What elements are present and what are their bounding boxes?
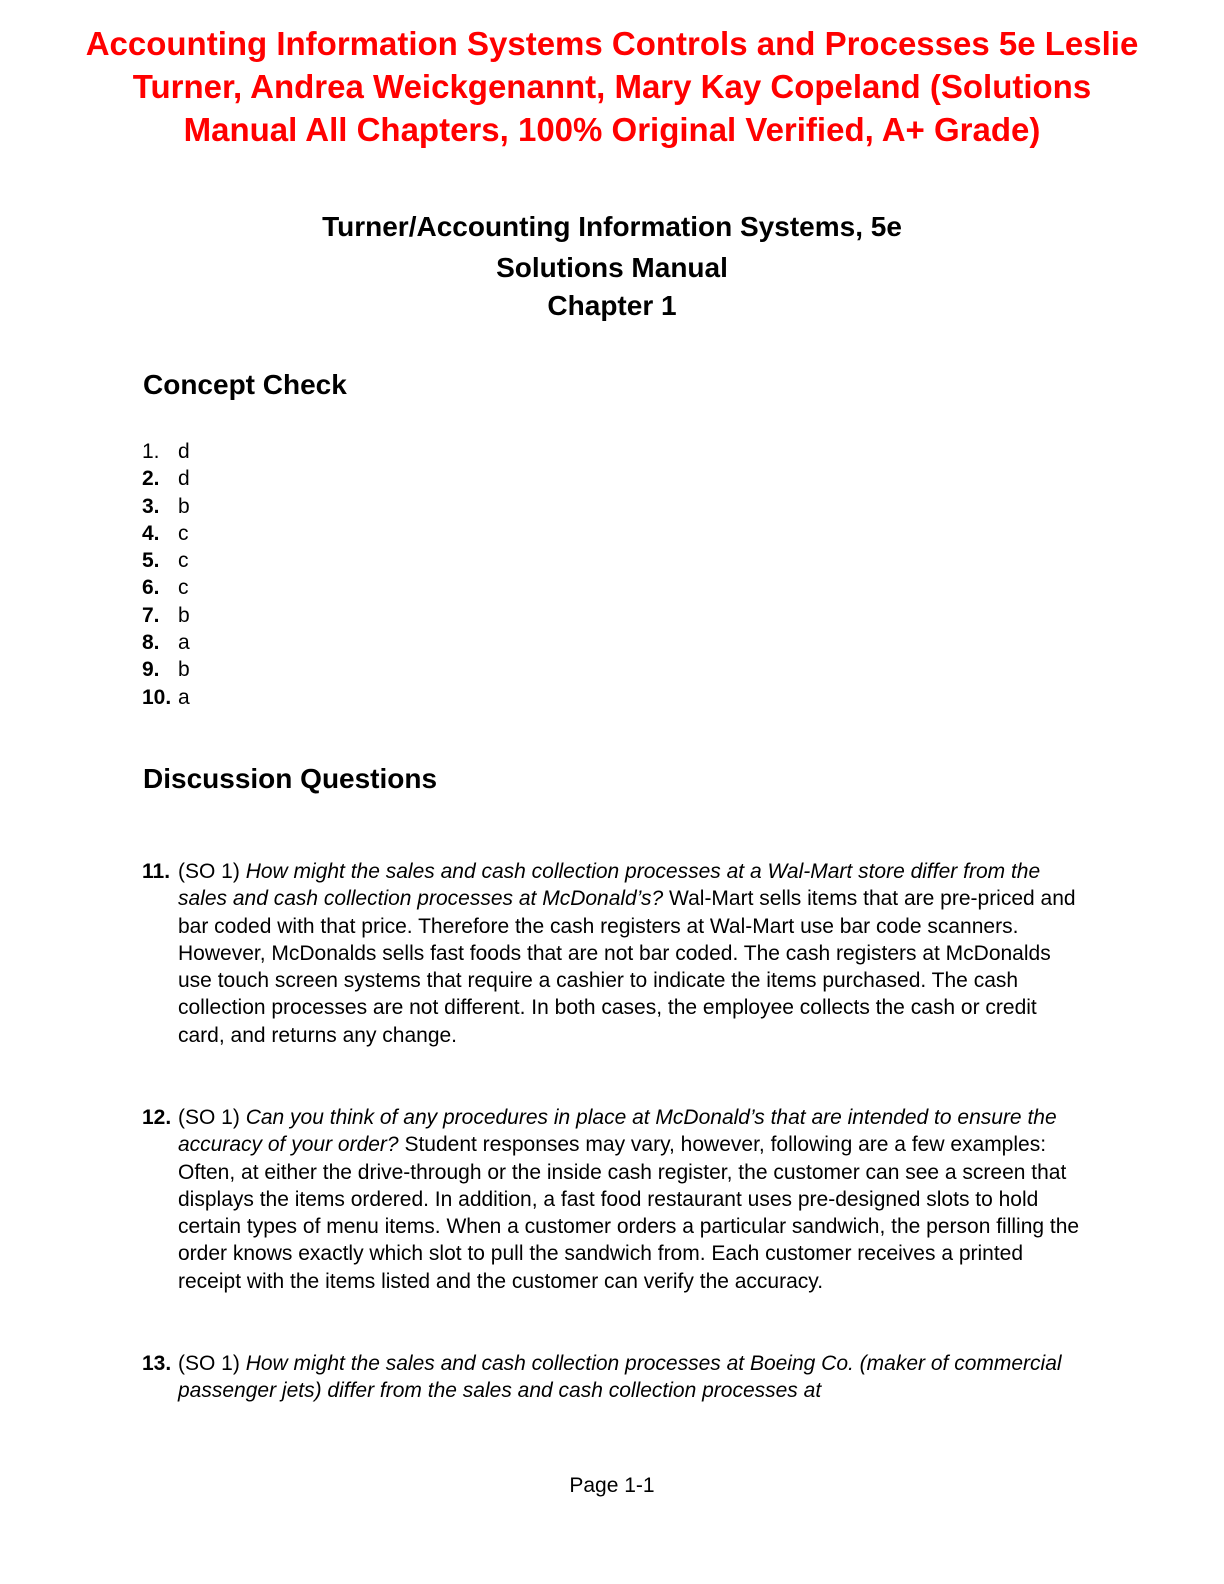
- question-text: How might the sales and cash collection processes at Boeing Co. (maker of commercial passenger jets) differ from the sales and cash collection processes at: [178, 1352, 1062, 1403]
- answer-item: [142, 547, 190, 574]
- answer-text: Wal-Mart sells items that are pre-priced and bar coded with that price. Therefore the cash registers at Wal-Mart use bar code scanners. However, McDonalds sells fast foods that are not bar coded. The cash registers at McDonalds use touch screen systems that require a cashier to indicate the items purchased. The cash collection processes are not different. In both cases, the employee collects the cash or credit card, and returns any change.: [178, 887, 1076, 1047]
- discussion-question-13: [142, 1350, 1082, 1405]
- answer-number: 2.: [142, 467, 160, 491]
- answer-item: [142, 684, 190, 711]
- learning-objective-tag: (SO 1): [178, 860, 246, 883]
- document-header: [0, 207, 1224, 324]
- answer-number: 6.: [142, 576, 160, 600]
- answer-number: 10.: [142, 685, 172, 709]
- chapter-title: Chapter 1: [547, 290, 677, 321]
- answer-number: 1.: [142, 440, 160, 463]
- discussion-question-12: [142, 1104, 1082, 1295]
- banner-line-2: Turner, Andrea Weickgenannt, Mary Kay Copeland (Solutions: [132, 68, 1092, 105]
- promo-banner: [0, 22, 1224, 151]
- question-text: Can you think of any procedures in place at McDonald’s that are intended to ensure the accuracy of your order?: [178, 1106, 1057, 1157]
- question-body: [178, 1104, 1082, 1295]
- discussion-question-11: [142, 858, 1082, 1049]
- answer-letter: d: [178, 440, 190, 463]
- question-text: How might the sales and cash collection processes at a Wal-Mart store differ from the sales and cash collection processes at McDonald’s?: [178, 860, 1041, 911]
- answer-item: [142, 602, 190, 629]
- discussion-questions-heading: Discussion Questions: [143, 763, 438, 794]
- learning-objective-tag: (SO 1): [178, 1352, 246, 1375]
- answer-item: [142, 493, 190, 520]
- answer-letter: a: [178, 631, 190, 655]
- answer-number: 5.: [142, 549, 160, 573]
- book-title: Turner/Accounting Information Systems, 5e: [322, 211, 902, 242]
- answer-letter: c: [178, 521, 189, 545]
- answer-letter: b: [178, 658, 190, 682]
- answer-letter: c: [178, 576, 189, 600]
- answer-item: [142, 574, 190, 601]
- answer-letter: b: [178, 603, 190, 627]
- answer-number: 4.: [142, 521, 160, 545]
- banner-line-3: Manual All Chapters, 100% Original Verified, A+ Grade): [183, 111, 1041, 148]
- answer-letter: a: [178, 685, 190, 709]
- question-body: [178, 858, 1082, 1049]
- question-body: [178, 1350, 1082, 1405]
- answer-item: [142, 656, 190, 683]
- question-number: 13.: [142, 1352, 172, 1375]
- answer-letter: d: [178, 467, 190, 491]
- learning-objective-tag: (SO 1): [178, 1106, 246, 1129]
- answer-number: 3.: [142, 494, 160, 518]
- answer-item: [142, 465, 190, 492]
- answer-number: 9.: [142, 658, 160, 682]
- answer-letter: b: [178, 494, 190, 518]
- answer-text: Student responses may vary, however, following are a few examples: Often, at either the drive-through or the inside cash register, the customer can see a screen that displays the items ordered. In addition, a fast food restaurant uses pre-designed slots to hold certain types of menu items. When a customer orders a particular sandwich, the person filling the order knows exactly which slot to pull the sandwich from. Each customer receives a printed receipt with the items listed and the customer can verify the accuracy.: [178, 1133, 1080, 1293]
- question-number: 12.: [142, 1106, 172, 1129]
- answer-number: 7.: [142, 603, 160, 627]
- answer-item: [142, 438, 190, 465]
- banner-line-1: Accounting Information Systems Controls and Processes 5e Leslie: [85, 25, 1139, 62]
- question-number: 11.: [142, 860, 171, 883]
- concept-check-heading: Concept Check: [143, 369, 347, 400]
- manual-subtitle: Solutions Manual: [496, 252, 728, 283]
- answer-item: [142, 629, 190, 656]
- page-number: Page 1-1: [569, 1474, 655, 1497]
- answer-letter: c: [178, 549, 189, 573]
- concept-check-answer-list: [142, 438, 190, 711]
- answer-number: 8.: [142, 631, 160, 655]
- answer-item: [142, 520, 190, 547]
